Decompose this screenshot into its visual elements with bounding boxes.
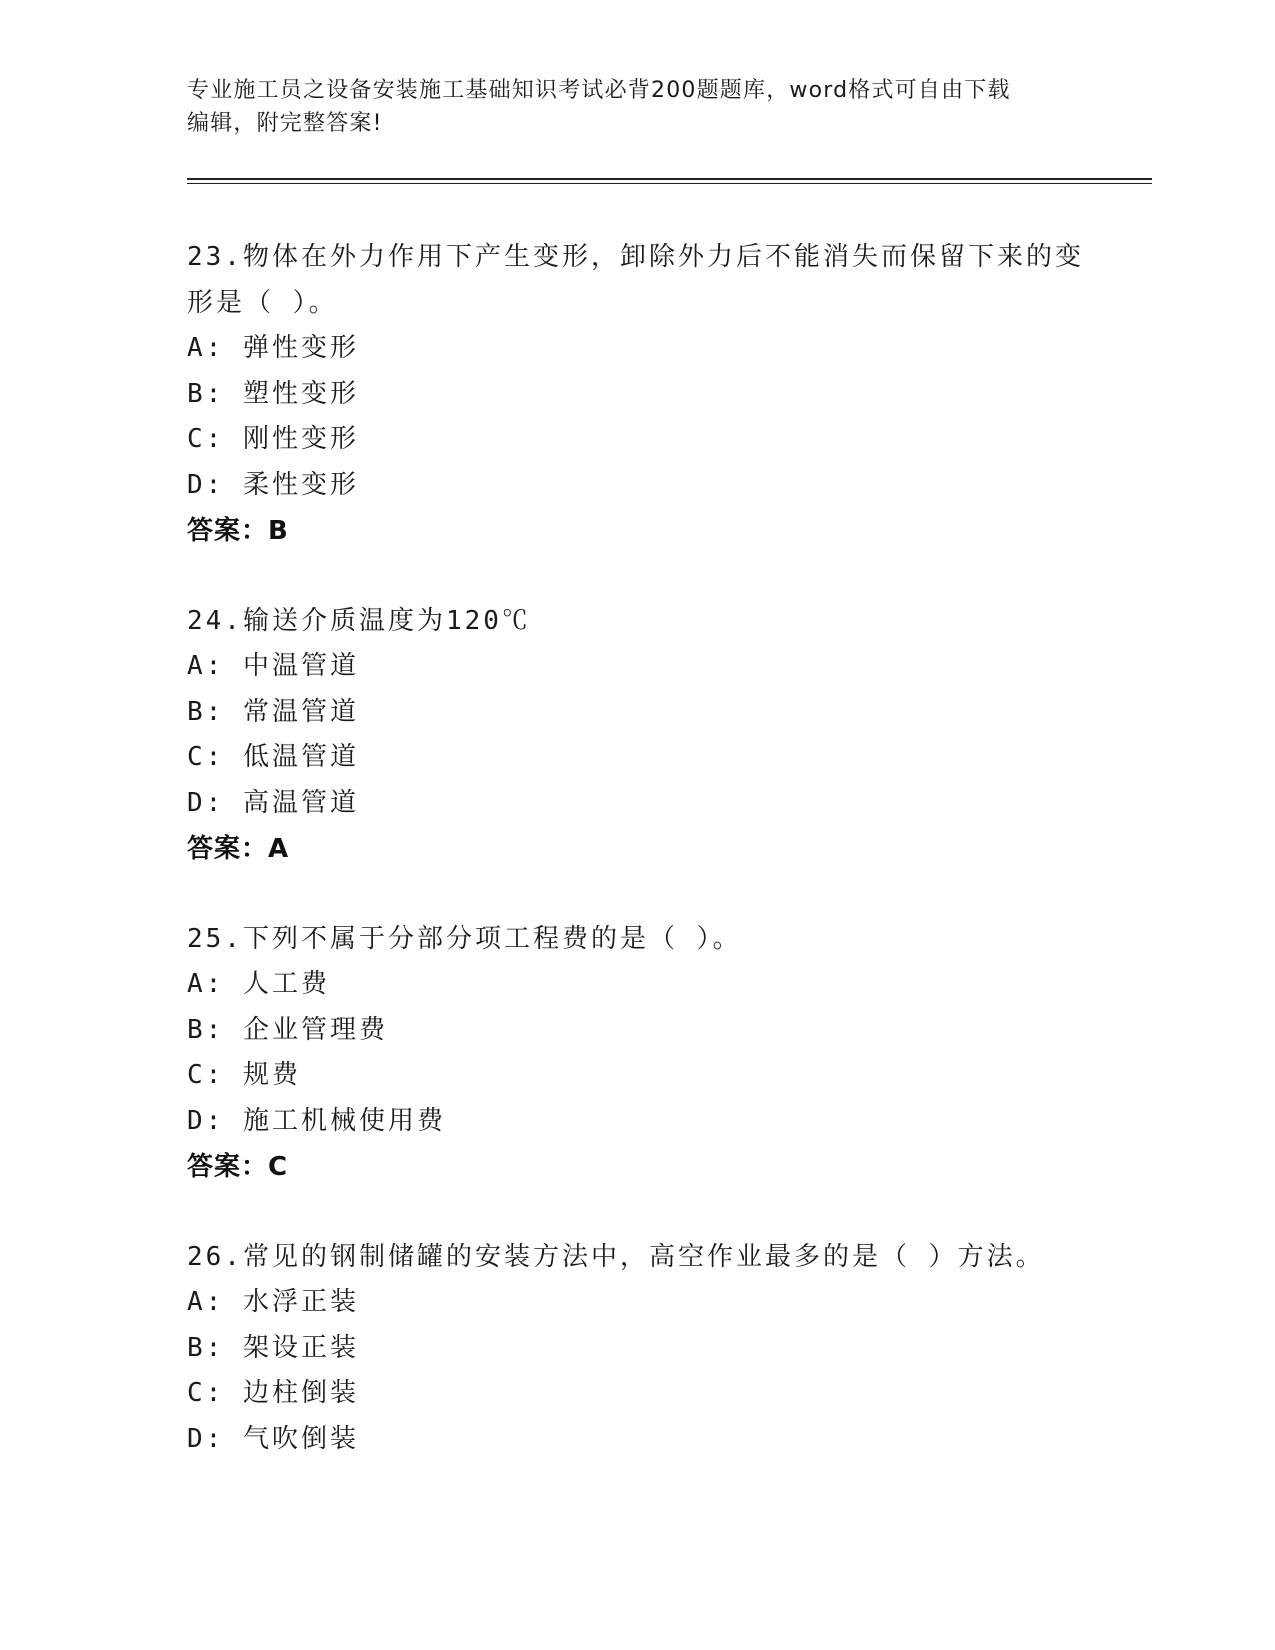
header-divider-thick [187,178,1152,180]
question-24 [187,598,1107,872]
question-26 [187,1234,1107,1462]
option-b: B: 塑性变形 [187,378,359,409]
header-divider-thin [187,183,1152,184]
option-a: A: 水浮正装 [187,1287,359,1317]
header-line-2: 编辑，附完整答案! [187,111,383,136]
option-c: C: 刚性变形 [187,424,359,454]
option-c: C: 低温管道 [187,742,359,772]
option-c: C: 规费 [187,1060,301,1090]
option-c: C: 边柱倒装 [187,1378,359,1408]
option-b: B: 企业管理费 [187,1014,388,1045]
question-stem: 23.物体在外力作用下产生变形，卸除外力后不能消失而保留下来的变 [187,242,1084,272]
question-stem: 25.下列不属于分部分项工程费的是（ ）。 [187,924,742,954]
question-stem: 24.输送介质温度为120℃ [187,606,531,636]
option-b: B: 架设正装 [187,1332,359,1363]
option-a: A: 弹性变形 [187,333,359,363]
question-25 [187,916,1107,1190]
option-a: A: 人工费 [187,969,330,999]
answer: 答案：A [187,834,290,864]
question-stem: 26.常见的钢制储罐的安装方法中，高空作业最多的是（ ）方法。 [187,1242,1045,1272]
header-line-1: 专业施工员之设备安装施工基础知识考试必背200题题库，word格式可自由下载 [187,78,1011,103]
question-23 [187,234,1107,554]
question-list [187,234,1107,1506]
option-d: D: 气吹倒装 [187,1423,359,1454]
option-b: B: 常温管道 [187,696,359,727]
option-a: A: 中温管道 [187,651,359,681]
document-header [187,74,1087,140]
question-stem-continued: 形是（ ）。 [187,288,338,318]
option-d: D: 柔性变形 [187,469,359,500]
answer: 答案：C [187,1152,289,1182]
option-d: D: 施工机械使用费 [187,1105,446,1136]
option-d: D: 高温管道 [187,787,359,818]
answer: 答案：B [187,516,289,546]
